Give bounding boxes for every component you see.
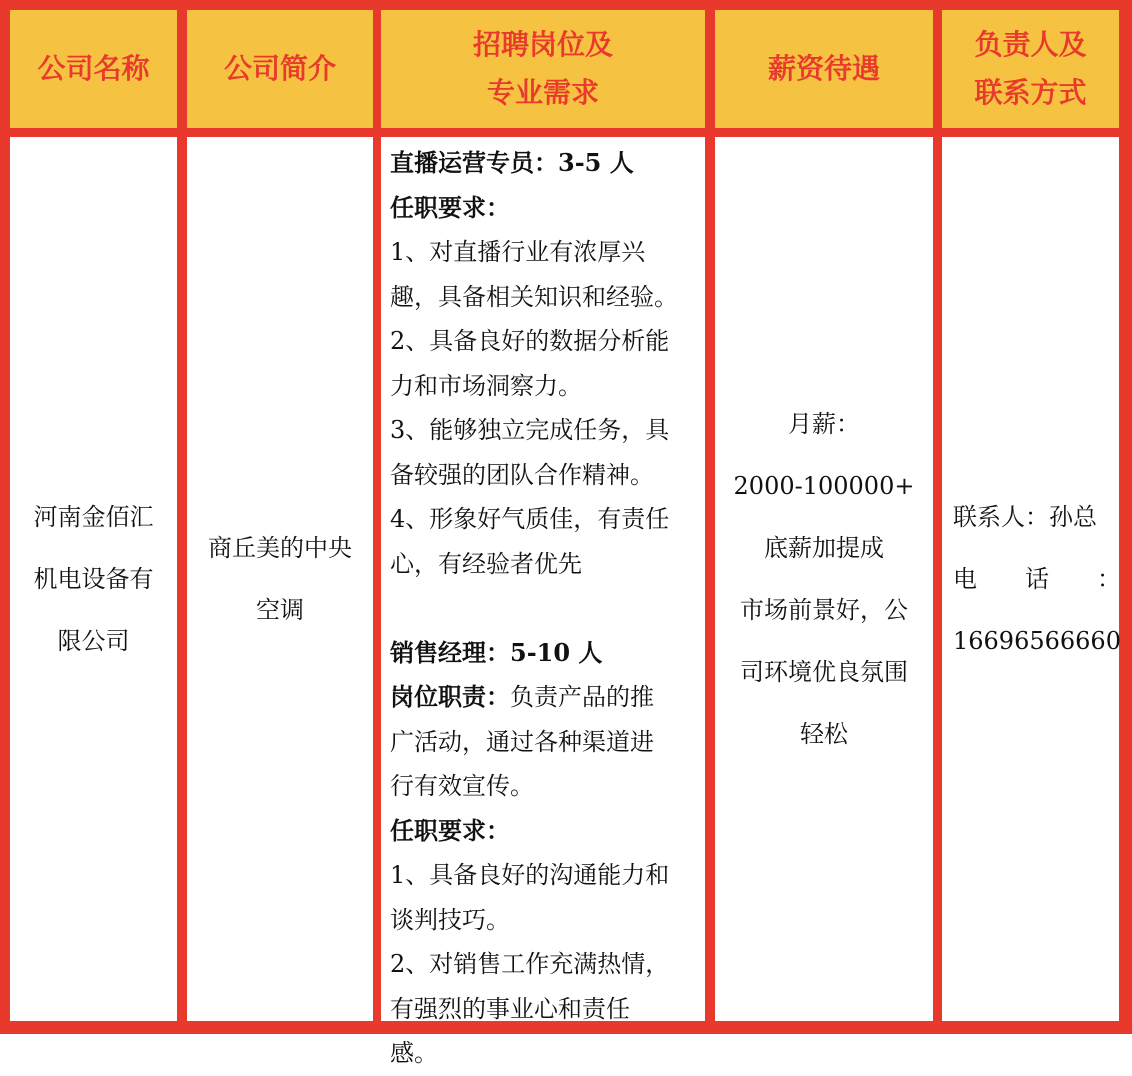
job2-req-line: 2、对销售工作充满热情， bbox=[390, 950, 670, 978]
job2-req-line: 谈判技巧。 bbox=[390, 905, 510, 934]
header-salary bbox=[715, 10, 933, 128]
company-intro-cell bbox=[187, 137, 373, 1021]
header-contact-line1: 负责人及 bbox=[974, 28, 1087, 61]
job2-title: 销售经理：5-10 人 bbox=[390, 637, 603, 667]
header-positions bbox=[381, 10, 705, 128]
contact-phone-number: 16696566660 bbox=[953, 627, 1121, 655]
job1-req-line: 2、具备良好的数据分析能 bbox=[390, 327, 670, 355]
company-intro-line: 商丘美的中央 bbox=[208, 534, 352, 562]
job2-duty-text: 负责产品的推 bbox=[510, 683, 654, 711]
header-company-name bbox=[10, 10, 177, 128]
company-name-line: 机电设备有 bbox=[33, 565, 154, 593]
job2-duty-line bbox=[390, 675, 705, 720]
job1-req-line: 心，有经验者优先 bbox=[390, 549, 582, 578]
salary-line: 底薪加提成 bbox=[764, 534, 884, 562]
contact-phone-label: 电 话 ： bbox=[953, 565, 1121, 593]
company-name-cell bbox=[10, 137, 177, 1021]
company-intro-line: 空调 bbox=[256, 596, 304, 624]
header-company-name-text: 公司名称 bbox=[37, 52, 150, 85]
header-contact bbox=[942, 10, 1119, 128]
job1-title: 直播运营专员：3-5 人 bbox=[390, 148, 634, 177]
job1-req-line: 1、对直播行业有浓厚兴 bbox=[390, 238, 646, 266]
company-name-line: 限公司 bbox=[57, 627, 130, 655]
company-name-line: 河南金佰汇 bbox=[33, 503, 154, 531]
salary-cell bbox=[715, 137, 933, 1021]
job1-req-line: 4、形象好气质佳，有责任 bbox=[390, 505, 670, 533]
job2-duty-line: 行有效宣传。 bbox=[390, 772, 534, 800]
header-company-intro-text: 公司简介 bbox=[223, 52, 336, 85]
header-contact-line2: 联系方式 bbox=[974, 76, 1087, 109]
contact-person: 联系人：孙总 bbox=[953, 503, 1097, 531]
job1-req-line: 3、能够独立完成任务，具 bbox=[390, 416, 670, 444]
job2-req-line: 感。 bbox=[390, 1039, 438, 1067]
job2-req-label: 任职要求： bbox=[390, 815, 510, 845]
spacer bbox=[390, 586, 705, 631]
positions-cell bbox=[381, 137, 705, 1067]
header-positions-line1: 招聘岗位及 bbox=[472, 28, 613, 61]
job1-req-line: 备较强的团队合作精神。 bbox=[390, 460, 654, 489]
job2-duty-label: 岗位职责： bbox=[390, 682, 510, 711]
salary-line: 司环境优良氛围 bbox=[740, 658, 908, 686]
header-salary-text: 薪资待遇 bbox=[767, 52, 880, 85]
salary-line: 市场前景好，公 bbox=[740, 596, 908, 624]
header-company-intro bbox=[187, 10, 373, 128]
contact-cell bbox=[942, 137, 1119, 1021]
job2-duty-line: 广活动，通过各种渠道进 bbox=[390, 727, 654, 756]
job1-req-line: 力和市场洞察力。 bbox=[390, 371, 582, 400]
salary-line: 轻松 bbox=[800, 720, 848, 748]
salary-line: 月薪： bbox=[788, 410, 860, 438]
job2-req-line: 1、具备良好的沟通能力和 bbox=[390, 861, 670, 889]
job1-req-line: 趣，具备相关知识和经验。 bbox=[390, 282, 678, 311]
header-positions-line2: 专业需求 bbox=[486, 76, 599, 109]
job2-req-line: 有强烈的事业心和责任 bbox=[390, 994, 630, 1023]
job1-req-label: 任职要求： bbox=[390, 192, 510, 222]
salary-line: 2000-100000+ bbox=[733, 472, 915, 500]
